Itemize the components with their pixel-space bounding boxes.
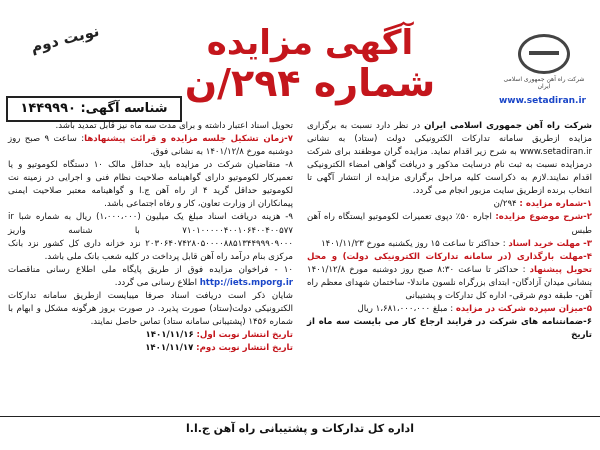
item-8: ۸- متقاضیان شرکت در مزایده باید حداقل مالک ۱۰ دستگاه لکوموتیو و یا تعمیرکار لکوموتیو دارای گواهینامه صلاحیت نظام فنی و اجرایی در زمینه نت لکوموتیو حداقل گرید ۴ از راه آهن ج.ا و گواهینامه معتبر صلاحیت ایمنی پیمانکاران از وزارت تعاون، کار و رفاه اجتماعی باشد. (8, 160, 294, 210)
item-7 (8, 133, 293, 159)
item-2-value: اجاره ۵۰٪ دپوی تعمیرات لکوموتیو ایستگاه راه آهن طبس (307, 212, 592, 236)
item-1 (307, 198, 592, 211)
item-10-tail: اطلاع رسانی می گردد. (114, 277, 200, 288)
support-note: شایان ذکر است دریافت اسناد صرفا میبایست ازطریق سامانه تدارکات الکترونیکی دولت(ستاد) صورت پذیرد. در صورت بروز هرگونه مشکل و ابهام با شماره ۱۴۵۶ (پشتیبانی سامانه ستاد) تماس حاصل نمایند. (8, 290, 293, 327)
item-6-continued: تحویل اسناد اعتبار داشته و برای مدت سه ماه نیز قابل تمدید باشد. (55, 121, 293, 131)
item-3-label: ۳- مهلت خرید اسناد (508, 238, 592, 249)
publish-date-2-label: تاریخ انتشار نوبت دوم: (196, 343, 293, 354)
round-label: نوبت دوم (28, 21, 101, 57)
item-3-value: : حداکثر تا ساعت ۱۵ روز یکشنبه مورخ ۱۴۰۱/۱۱/۲۳ (321, 238, 509, 249)
item-7-value: : ساعت ۹ صبح روز دوشنبه مورخ ۱۴۰۱/۱۲/۸ به نشانی فوق. (8, 134, 293, 158)
item-2 (307, 211, 592, 237)
right-column (307, 120, 592, 342)
item-5 (307, 303, 592, 316)
notice-title: آگهی مزایده (206, 23, 414, 63)
publish-date-2-value: ۱۴۰۱/۱۱/۱۷ (145, 343, 194, 354)
item-1-label: ۱-شماره مزایده : (519, 199, 592, 210)
item-1-value: ۲۹۴/ن (493, 199, 520, 210)
publish-date-1 (8, 329, 293, 342)
item-3 (307, 238, 592, 251)
left-column (8, 120, 293, 355)
item-5-label: ۵-میزان سپرده شرکت در مزایده (455, 303, 592, 314)
railway-logo (498, 34, 590, 90)
logo-caption: شرکت راه آهن جمهوری اسلامی ایران (503, 76, 585, 91)
publish-date-1-value: ۱۴۰۱/۱۱/۱۶ (145, 330, 194, 340)
item-10 (8, 264, 293, 290)
train-emblem-icon (518, 34, 570, 74)
item-4-label: ۴-مهلت بارگذاری (در سامانه تدارکات الکترونیکی دولت) و محل تحویل پیشنهاد (307, 251, 593, 275)
publish-date-1-label: تاریخ انتشار نوبت اول: (196, 330, 293, 340)
item-5-value: : مبلغ ۱،۶۸۱،۰۰۰،۰۰۰ ریال (357, 303, 456, 314)
notice-number: شماره ۲۹۴/ن (184, 61, 436, 105)
footer-office: اداره کل تدارکات و پشتیبانی راه آهن ج.ا.ا (0, 416, 600, 441)
item-2-label: ۲-شرح موضوع مزایده: (495, 212, 592, 223)
item-9: ۹- هزینه دریافت اسناد مبلغ یک میلیون (۱،۰۰۰،۰۰۰) ریال به شماره شبا ir ۷۱۰۱۰۰۰۰۰۴۰۰۱۰۶۴۰۰۴۰۰۵۷۷ با شناسه واریز ۲۰۳۰۶۴۰۷۴۲۸۰۵۰۰۰۰۸۸۵۱۳۴۴۹۹۹۰۹۰۰۰ نزد خزانه داری کل کشور نزد بانک مرکزی بنام درآمد راه آهن قابل پرداخت در کلیه شعب بانک ملی باشد. (8, 212, 293, 262)
item-4 (307, 251, 592, 303)
publish-date-2 (8, 342, 293, 355)
iets-link[interactable]: http://iets.mporg.ir (199, 277, 293, 288)
website-url: www.setadiran.ir (498, 96, 586, 106)
item-6-text: ۶-ضمانتنامه های شرکت در فرایند ارجاع کار می بایست سه ماه از تاریخ (307, 316, 592, 340)
ad-id-box: شناسه آگهی: ۱۴۴۹۹۹۰ (6, 96, 182, 122)
intro-text: در نظر دارد نسبت به برگزاری مزایده ازطریق سامانه تدارکات الکترونیکی دولت (ستاد) به نشانی www.setadiran.ir به شرح زیر اقدام نماید. مزایده گران موظفند برای شرکت درمزایده نسبت به ثبت نام درسایت مذکور و دریافت گواهی امضاء الکترونیکی اقدام نمایند.لازم به ذکراست کلیه مراحل برگزاری مزایده از انتشار آگهی تا انتخاب برنده ازطریق سایت مزبور انجام می گردد. (307, 121, 592, 197)
intro-paragraph (307, 120, 592, 198)
company-name: شرکت راه آهن جمهوری اسلامی ایران (424, 121, 593, 131)
item-10-text: ۱۰ - فراخوان مزایده فوق از طریق پایگاه ملی اطلاع رسانی مناقصات (8, 264, 293, 275)
item-4-value: : حداکثر تا ساعت ۸:۳۰ صبح روز دوشنبه مورخ ۱۴۰۱/۱۲/۸ بنشانی میدان آزادگان- ابتدای بزرگراه نلسون ماندلا- ساختمان شهدای معظم راه آهن- طبقه دوم شرقی- اداره کل تدارکات و پشتیبانی (307, 264, 592, 301)
item-7-label: ۷-زمان تشکیل جلسه مزایده و قرائت پیشنهادها (84, 134, 294, 145)
item-6 (307, 316, 592, 342)
